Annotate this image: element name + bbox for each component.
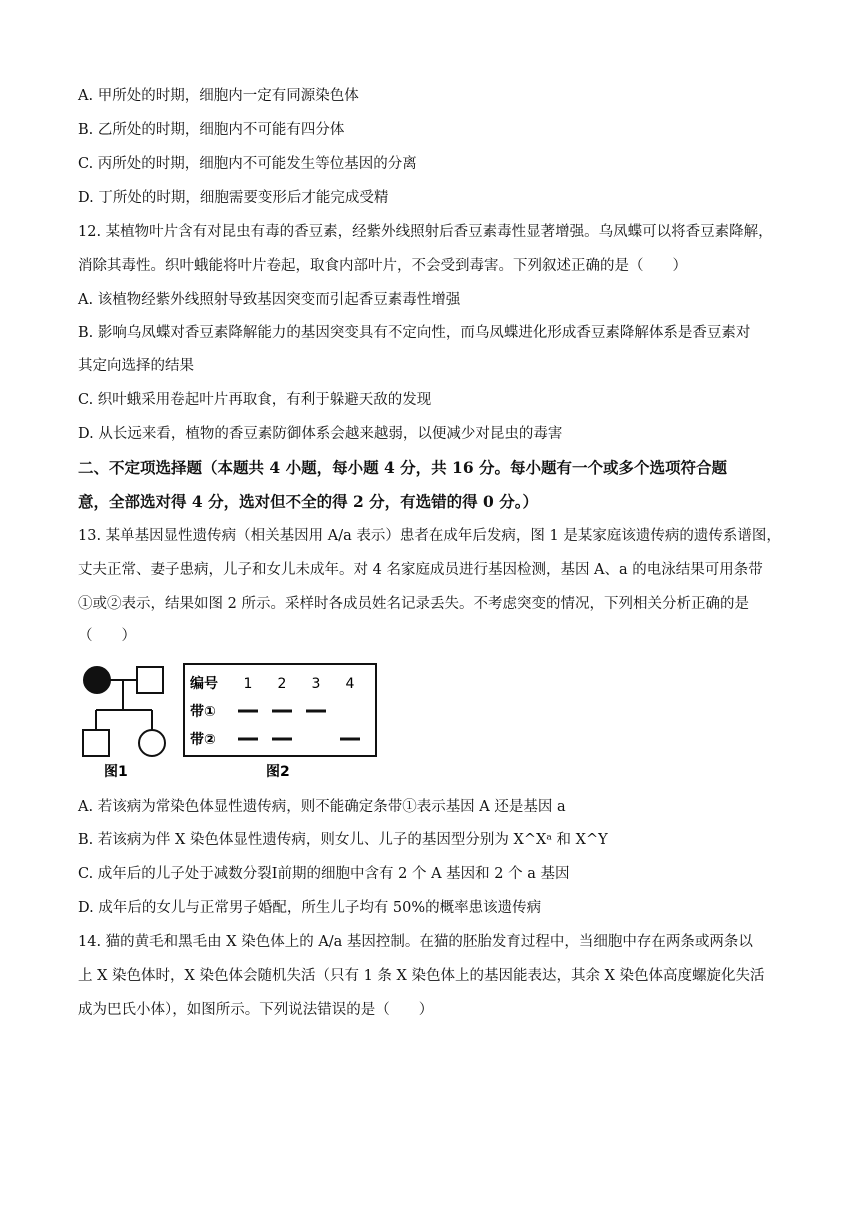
section2-heading-line1: 二、不定项选择题（本题共 4 小题，每小题 4 分，共 16 分。每小题有一个或多个选项符合题 — [78, 458, 728, 477]
q13-figure — [80, 660, 380, 780]
q13-option-b: B. 若该病为伴 X 染色体显性遗传病，则女儿、儿子的基因型分别为 X^Xᵃ 和 X^Y — [78, 832, 608, 848]
q12-option-a: A. 该植物经紫外线照射导致基因突变而引起香豆素毒性增强 — [78, 292, 461, 308]
q13-stem-line4: （ ） — [78, 628, 136, 644]
pedigree-wife-affected — [84, 667, 110, 693]
fig2-number-1: 1 — [243, 676, 253, 692]
pedigree-son — [83, 730, 109, 756]
pedigree-daughter — [139, 730, 165, 756]
fig2-label: 图2 — [266, 764, 290, 780]
q13-stem-line3: ①或②表示，结果如图 2 所示。采样时各成员姓名记录丢失。不考虑突变的情况，下列相关分析正确的是 — [78, 596, 749, 612]
q12-option-d: D. 从长远来看，植物的香豆素防御体系会越来越弱，以便减少对昆虫的毒害 — [78, 426, 563, 442]
q13-stem-line1: 13. 某单基因显性遗传病（相关基因用 A/a 表示）患者在成年后发病，图 1 是某家庭该遗传病的遗传系谱图， — [78, 528, 781, 544]
pedigree-diagram — [83, 667, 165, 780]
fig2-band2-label: 带② — [190, 732, 216, 748]
q12-option-b-line1: B. 影响乌凤蝶对香豆素降解能力的基因突变具有不定向性，而乌凤蝶进化形成香豆素降解体系是香豆素对 — [78, 325, 751, 341]
q13-option-d: D. 成年后的女儿与正常男子婚配，所生儿子均有 50%的概率患该遗传病 — [78, 900, 542, 916]
q11-option-d: D. 丁所处的时期，细胞需要变形后才能完成受精 — [78, 190, 389, 206]
q11-option-a: A. 甲所处的时期，细胞内一定有同源染色体 — [78, 88, 359, 104]
q12-stem-line2: 消除其毒性。织叶蛾能将叶片卷起，取食内部叶片，不会受到毒害。下列叙述正确的是（ ） — [78, 258, 687, 274]
q13-option-c: C. 成年后的儿子处于减数分裂Ⅰ前期的细胞中含有 2 个 A 基因和 2 个 a 基因 — [78, 866, 570, 882]
q12-stem-line1: 12. 某植物叶片含有对昆虫有毒的香豆素，经紫外线照射后香豆素毒性显著增强。乌凤蝶可以将香豆素降解， — [78, 224, 773, 240]
q14-stem-line3: 成为巴氏小体），如图所示。下列说法错误的是（ ） — [78, 1002, 434, 1018]
electrophoresis-table — [184, 664, 376, 780]
q13-stem-line2: 丈夫正常、妻子患病，儿子和女儿未成年。对 4 名家庭成员进行基因检测，基因 A、a 的电泳结果可用条带 — [78, 562, 763, 578]
fig2-header: 编号 — [190, 676, 218, 692]
q14-stem-line1: 14. 猫的黄毛和黑毛由 X 染色体上的 A/a 基因控制。在猫的胚胎发育过程中，当细胞中存在两条或两条以 — [78, 934, 753, 950]
q12-option-b-line2: 其定向选择的结果 — [78, 358, 194, 374]
pedigree-husband — [137, 667, 163, 693]
q11-option-b: B. 乙所处的时期，细胞内不可能有四分体 — [78, 122, 345, 138]
q11-option-c: C. 丙所处的时期，细胞内不可能发生等位基因的分离 — [78, 156, 417, 172]
q14-stem-line2: 上 X 染色体时，X 染色体会随机失活（只有 1 条 X 染色体上的基因能表达，其余 X 染色体高度螺旋化失活 — [78, 968, 765, 984]
q13-option-a: A. 若该病为常染色体显性遗传病，则不能确定条带①表示基因 A 还是基因 a — [78, 799, 566, 815]
q12-option-c: C. 织叶蛾采用卷起叶片再取食，有利于躲避天敌的发现 — [78, 392, 432, 408]
fig2-band1-label: 带① — [190, 704, 216, 720]
fig2-number-4: 4 — [345, 676, 355, 692]
fig2-number-2: 2 — [277, 676, 287, 692]
fig1-label: 图1 — [104, 764, 128, 780]
fig2-number-3: 3 — [311, 676, 321, 692]
section2-heading-line2: 意，全部选对得 4 分，选对但不全的得 2 分，有选错的得 0 分。） — [78, 492, 538, 511]
